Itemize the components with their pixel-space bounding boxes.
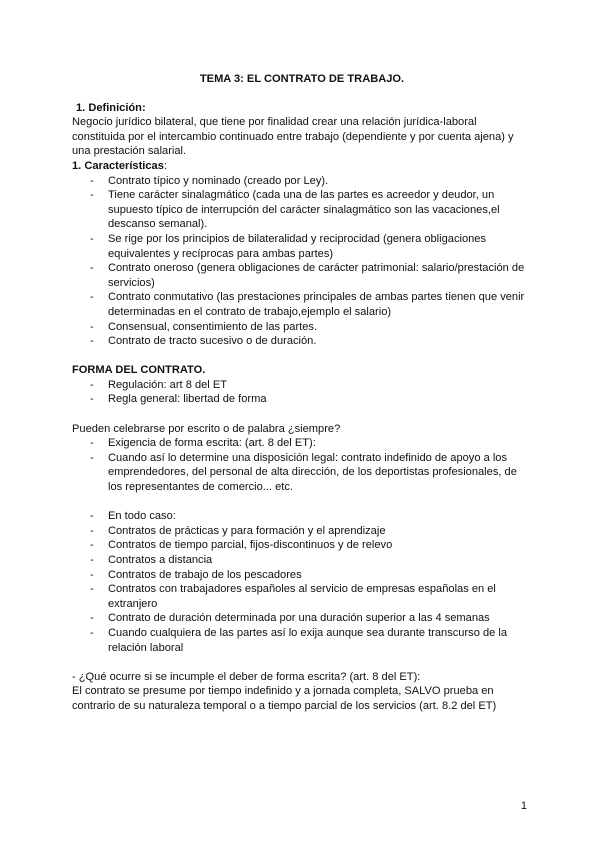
celebrarse-question: Pueden celebrarse por escrito o de palabra ¿siempre? [72, 422, 341, 435]
caracteristicas-colon: : [163, 159, 167, 172]
en-todo-caso-list [72, 509, 532, 655]
forma-list [72, 378, 532, 407]
list-item: - Regla general: libertad de forma [72, 392, 532, 407]
list-item: - Contratos de trabajo de los pescadores [72, 568, 532, 583]
page-number: 1 [520, 800, 527, 813]
list-item: - Contrato conmutativo (las prestaciones principales de ambas partes tienen que venir determinadas en el contrato de trabajo,ejemplo el salario) [72, 290, 532, 319]
list-item: - Contrato de tracto sucesivo o de duración. [72, 334, 532, 349]
list-item: - Contratos a distancia [72, 553, 532, 568]
list-item: - Regulación: art 8 del ET [72, 378, 532, 393]
definicion-heading: 1. Definición: [76, 101, 146, 114]
list-item: - Consensual, consentimiento de las partes. [72, 320, 532, 335]
definicion-text: Negocio jurídico bilateral, que tiene por finalidad crear una relación jurídica-laboral constituida por el intercambio continuado entre trabajo (dependiente y por cuenta ajena) y una prestación salarial. [72, 116, 514, 158]
caracteristicas-heading-line [72, 159, 532, 174]
forma-heading: FORMA DEL CONTRATO. [72, 364, 206, 377]
caracteristicas-list [72, 174, 532, 349]
list-item: - Cuando cualquiera de las partes así lo exija aunque sea durante transcurso de la relación laboral [72, 626, 532, 655]
document-page [72, 72, 532, 714]
list-item: - Contrato típico y nominado (creado por Ley). [72, 174, 532, 189]
list-item: - En todo caso: [72, 509, 532, 524]
list-item: - Contrato de duración determinada por una duración superior a las 4 semanas [72, 611, 532, 626]
list-item: - Cuando así lo determine una disposición legal: contrato indefinido de apoyo a los emprendedores, del personal de alta dirección, de los deportistas profesionales, de los representantes de comercio... etc. [72, 451, 532, 495]
list-item: - Se rige por los principios de bilateralidad y reciprocidad (genera obligaciones equivalentes y recíprocas para ambas partes) [72, 232, 532, 261]
document-title: TEMA 3: EL CONTRATO DE TRABAJO. [199, 73, 405, 85]
list-item: - Contrato oneroso (genera obligaciones de carácter patrimonial: salario/prestación de servicios) [72, 261, 532, 290]
incumple-question: - ¿Qué ocurre si se incumple el deber de forma escrita? (art. 8 del ET): [72, 670, 421, 683]
list-item: - Contratos de prácticas y para formación y el aprendizaje [72, 524, 532, 539]
caracteristicas-heading: 1. Características [72, 159, 164, 172]
incumple-answer: El contrato se presume por tiempo indefinido y a jornada completa, SALVO prueba en contrario de su naturaleza temporal o a tiempo parcial de los servicios (art. 8.2 del ET) [72, 685, 497, 712]
list-item: - Tiene carácter sinalagmático (cada una de las partes es acreedor y deudor, un supuesto típico de interrupción del carácter sinalagmático son las vacaciones,el descanso semanal). [72, 188, 532, 232]
list-item: - Contratos con trabajadores españoles al servicio de empresas españolas en el extranjero [72, 582, 532, 611]
celebrarse-list [72, 436, 532, 494]
list-item: - Exigencia de forma escrita: (art. 8 del ET): [72, 436, 532, 451]
list-item: - Contratos de tiempo parcial, fijos-discontinuos y de relevo [72, 538, 532, 553]
